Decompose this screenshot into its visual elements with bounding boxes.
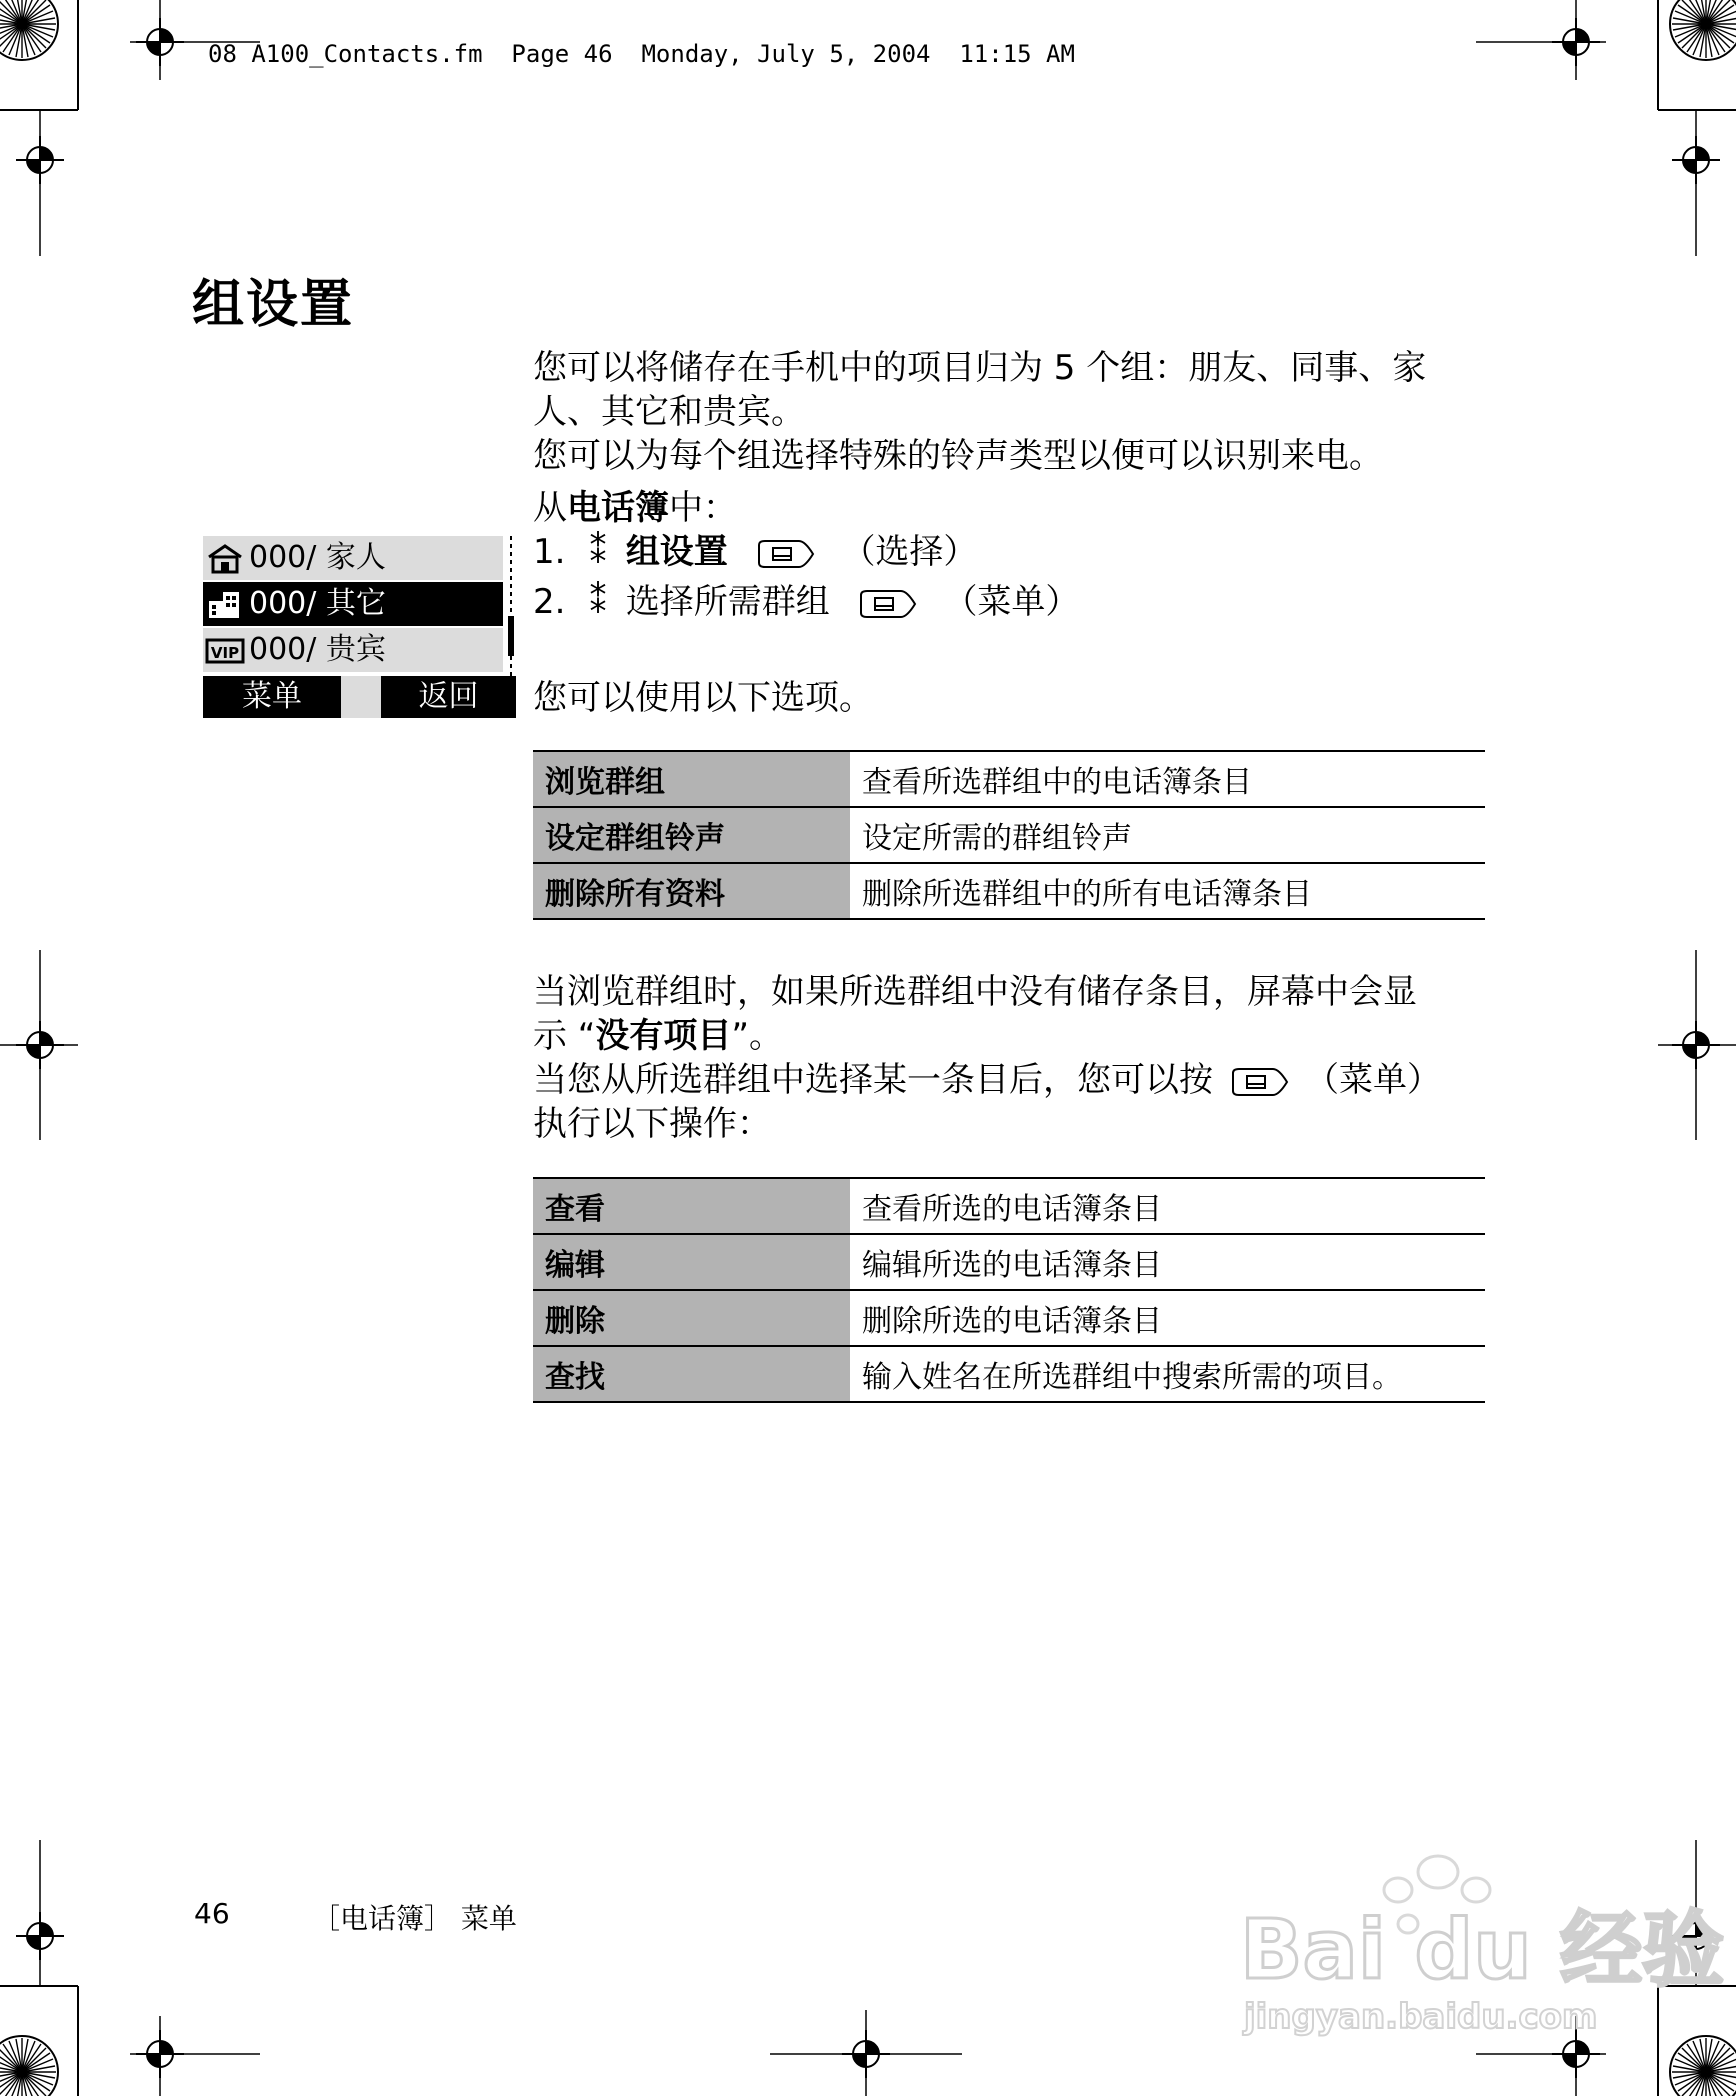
table-row [533, 1178, 1485, 1234]
action-description: 输入姓名在所选群组中搜索所需的项目。 [850, 1346, 1485, 1402]
vip-icon [205, 635, 245, 667]
watermark-url: jingyan.baidu.com [1244, 1997, 1598, 2037]
browse-note-line-1: 当浏览群组时，如果所选群组中没有储存条目，屏幕中会显 [533, 972, 1417, 1012]
table-row [533, 1346, 1485, 1402]
intro-line-2: 人、其它和贵宾。 [533, 392, 805, 432]
option-name: 设定群组铃声 [533, 807, 850, 863]
step-number: 2. [533, 582, 566, 622]
group-row-text: 000/ 贵宾 [249, 632, 386, 667]
group-row-text: 000/ 家人 [249, 540, 386, 575]
group-row-text: 000/ 其它 [249, 586, 386, 621]
group-row-other [203, 582, 503, 626]
quote-open: 示 “ [533, 1016, 596, 1056]
section-name: ［电话簿］ 菜单 [312, 1902, 517, 1935]
entry-actions-table [533, 1177, 1485, 1403]
option-description: 查看所选群组中的电话簿条目 [850, 751, 1485, 807]
menu-soft-key: 菜单 [203, 676, 341, 718]
option-description: 删除所选群组中的所有电话簿条目 [850, 863, 1485, 919]
browse-note-line-4: 执行以下操作： [533, 1104, 771, 1144]
step-number: 1. [533, 532, 566, 572]
action-name: 编辑 [533, 1234, 850, 1290]
group-row-vip [203, 628, 503, 672]
svg-text:VIP: VIP [210, 643, 240, 662]
step-1 [533, 530, 977, 574]
action-description: 查看所选的电话簿条目 [850, 1178, 1485, 1234]
action-name: 删除 [533, 1290, 850, 1346]
option-name: 删除所有资料 [533, 863, 850, 919]
from-phonebook-line [533, 486, 1483, 530]
options-intro: 您可以使用以下选项。 [533, 678, 873, 718]
menu-action: （菜单） [1305, 1060, 1441, 1100]
office-icon [205, 589, 245, 621]
group-options-table [533, 750, 1485, 920]
from-suffix: 中： [669, 488, 737, 528]
action-description: 删除所选的电话簿条目 [850, 1290, 1485, 1346]
scrollbar [508, 536, 514, 676]
no-items-message: 没有项目 [595, 1016, 732, 1056]
step-2 [533, 580, 1079, 624]
watermark-brand: Bai du 经验 [1240, 1903, 1725, 1998]
navigation-key-icon: ⁑ [589, 582, 607, 622]
intro-paragraph [533, 346, 1483, 478]
from-prefix: 从 [533, 488, 567, 528]
action-name: 查找 [533, 1346, 850, 1402]
action-description: 编辑所选的电话簿条目 [850, 1234, 1485, 1290]
home-icon [205, 543, 245, 575]
step-label: 选择所需群组 [625, 582, 830, 622]
step-action: （菜单） [943, 582, 1080, 622]
quote-close: ”。 [731, 1016, 784, 1056]
select-key-icon [1229, 1067, 1291, 1097]
table-row [533, 1290, 1485, 1346]
print-slug-line: 08 A100_Contacts.fm Page 46 Monday, July 5, 2004 11:15 AM [208, 40, 1075, 68]
step-action: （选择） [841, 532, 978, 572]
select-key-icon [857, 589, 919, 619]
soft-key-bar [203, 676, 516, 718]
intro-line-3: 您可以为每个组选择特殊的铃声类型以便可以识别来电。 [533, 436, 1383, 476]
phonebook-menu-name: 电话簿 [567, 488, 669, 528]
browse-note-line-3 [533, 1058, 1483, 1102]
intro-line-1: 您可以将储存在手机中的项目归为 5 个组：朋友、同事、家 [533, 348, 1427, 388]
group-row-family [203, 536, 503, 580]
browse-note-line-2 [533, 1014, 1483, 1058]
back-soft-key: 返回 [381, 676, 516, 718]
table-row [533, 807, 1485, 863]
page-title: 组设置 [192, 275, 355, 335]
step-label: 组设置 [625, 532, 728, 572]
option-description: 设定所需的群组铃声 [850, 807, 1485, 863]
action-name: 查看 [533, 1178, 850, 1234]
table-row [533, 863, 1485, 919]
browse-note-paragraph [533, 970, 1483, 1146]
table-row [533, 751, 1485, 807]
page-number: 46 [194, 1897, 230, 1930]
option-name: 浏览群组 [533, 751, 850, 807]
press-instruction: 当您从所选群组中选择某一条目后，您可以按 [533, 1060, 1213, 1100]
navigation-key-icon: ⁑ [589, 532, 607, 572]
select-key-icon [755, 539, 817, 569]
table-row [533, 1234, 1485, 1290]
baidu-jingyan-watermark [1230, 1828, 1725, 2038]
phone-screen-illustration [203, 534, 516, 718]
